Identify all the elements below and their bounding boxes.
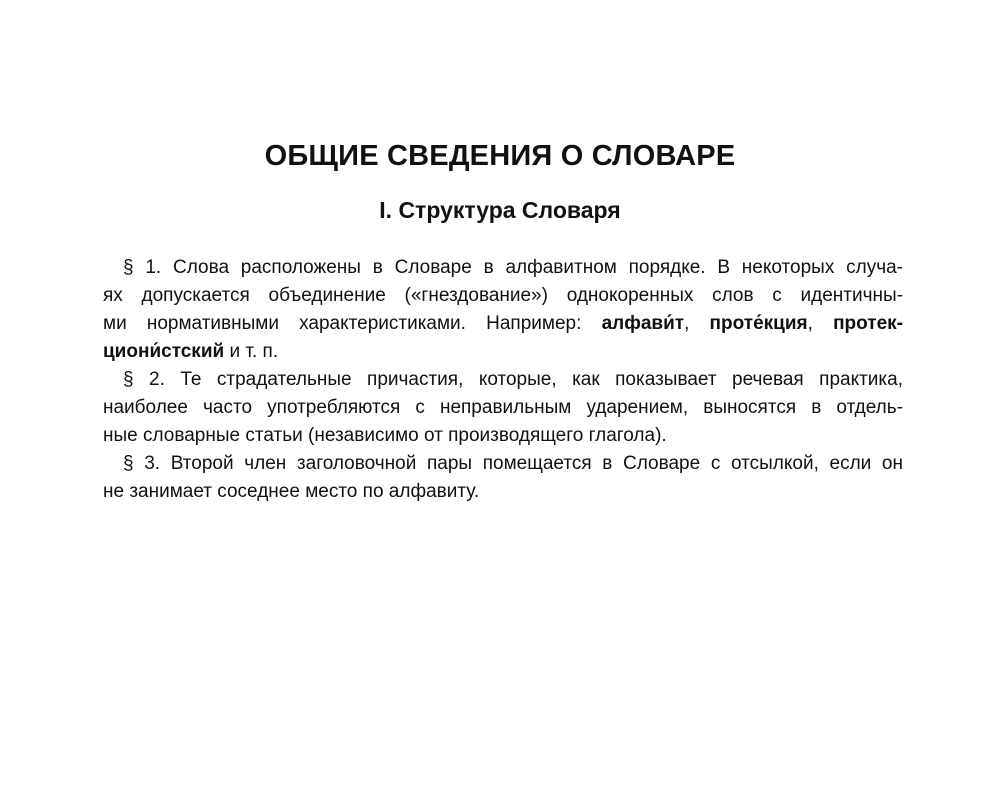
paragraph-1-tail: и т. п.: [224, 341, 279, 362]
separator: ,: [807, 313, 834, 334]
section-title: I. Структура Словаря: [379, 197, 621, 223]
body-text: [103, 254, 903, 506]
example-word-alfavit: алфави́т: [601, 313, 685, 334]
example-word-protektsionistsky-part2: циони́стский: [103, 341, 225, 362]
paragraph-2-line-3: ные словарные статьи (независимо от производящего глагола).: [103, 425, 667, 446]
paragraph-1-line-3-text: ми нормативными характеристиками. Например:: [103, 313, 602, 334]
paragraph-1-line-2: ях допускается объединение («гнездование») однокоренных слов с идентичны-: [103, 285, 903, 306]
paragraph-2-line-1: § 2. Те страдательные причастия, которые, как показывает речевая практика,: [123, 369, 903, 390]
paragraph-2-line-2: наиболее часто употребляются с неправильным ударением, выносятся в отдель-: [103, 397, 903, 418]
paragraph-1-line-3: [103, 310, 903, 338]
paragraph-3-line-2: не занимает соседнее место по алфавиту.: [103, 481, 480, 502]
separator: ,: [684, 313, 710, 334]
paragraph-1-line-4: [103, 338, 903, 366]
example-word-protektsionistsky-part1: протек-: [833, 313, 903, 334]
paragraph-3-line-1: § 3. Второй член заголовочной пары помещается в Словаре с отсылкой, если он: [123, 453, 903, 474]
example-word-protektsiya: проте́кция: [709, 313, 808, 334]
paragraph-1-line-1: § 1. Слова расположены в Словаре в алфавитном порядке. В некоторых случа-: [123, 257, 903, 278]
page-title: ОБЩИЕ СВЕДЕНИЯ О СЛОВАРЕ: [264, 140, 736, 172]
